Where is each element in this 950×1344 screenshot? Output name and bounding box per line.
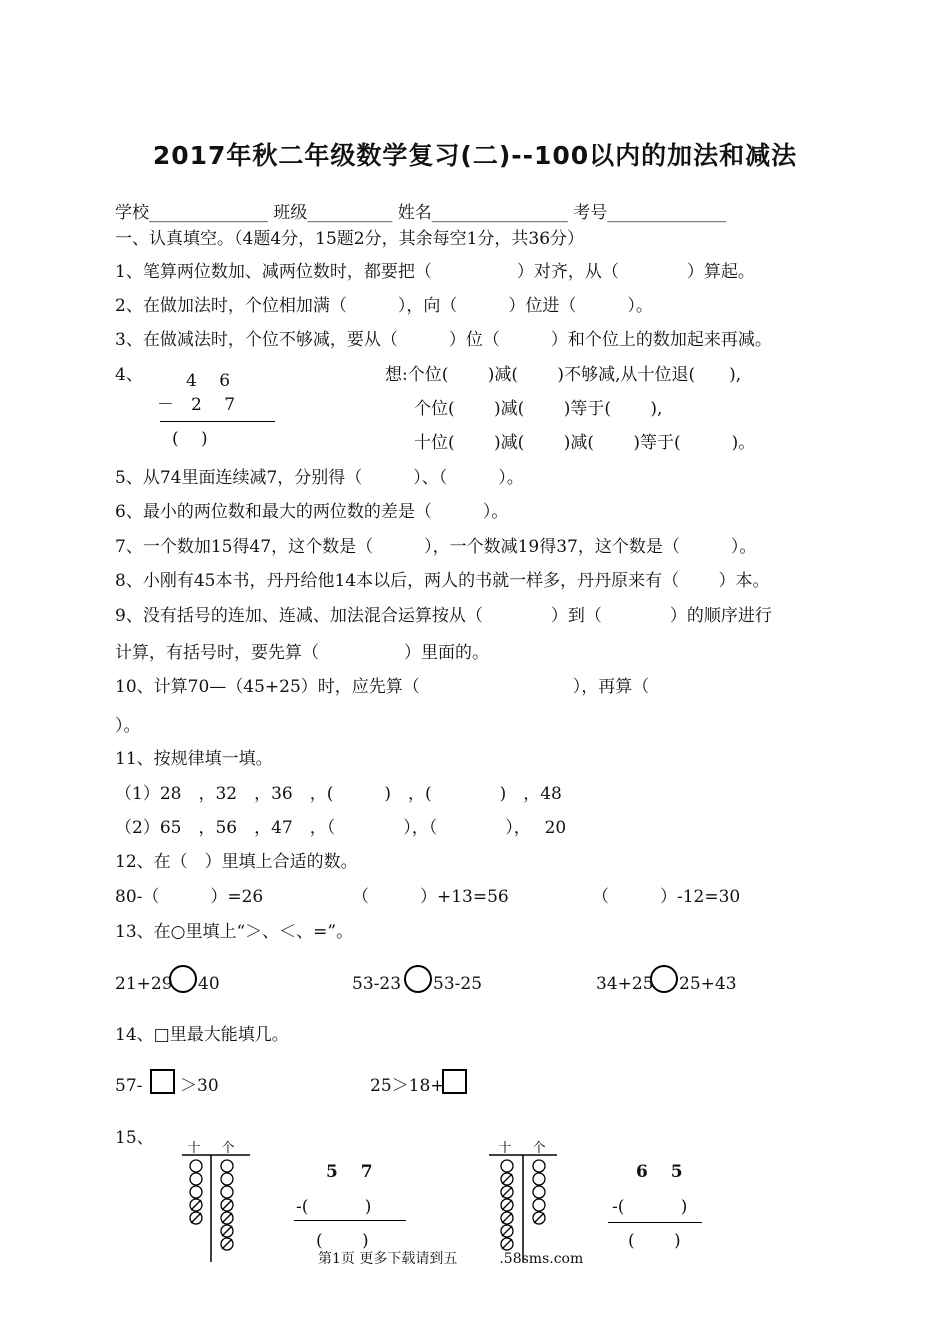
calc-2-top: 6 5 xyxy=(636,1162,683,1182)
compare-circle[interactable] xyxy=(650,965,678,993)
question-6: 6、最小的两位数和最大的两位数的差是（ ）。 xyxy=(115,502,509,522)
abacus-ten-label: 十 xyxy=(498,1141,512,1156)
box-a-right: ＞30 xyxy=(180,1076,219,1096)
question-11-sequence-2: （2）65 ，56 ，47 ，（ ），（ ）， 20 xyxy=(115,818,567,838)
vertical-minus-number: － 2 7 xyxy=(157,395,236,415)
question-4-think-2: 个位( )减( )等于( ), xyxy=(414,399,663,419)
question-7: 7、一个数加15得47，这个数是（ ），一个数减19得37，这个数是（ ）。 xyxy=(115,537,757,557)
question-1: 1、笔算两位数加、减两位数时，都要把（ ）对齐，从（ ）算起。 xyxy=(115,262,755,282)
calc-1-middle: -( ) xyxy=(296,1197,372,1217)
abacus-ten-label: 十 xyxy=(187,1141,201,1156)
question-4-think-1: 想:个位( )减( )不够减,从十位退( ), xyxy=(385,365,742,385)
question-4-think-3: 十位( )减( )减( )等于( )。 xyxy=(414,433,756,453)
question-4-label: 4、 xyxy=(115,365,143,385)
vertical-top-number: 4 6 xyxy=(186,371,231,391)
abacus-one-label: 个 xyxy=(221,1141,235,1156)
header-fields: 学校______________ 班级__________ 姓名________________ 考号______________ xyxy=(115,203,727,223)
vertical-answer-paren: ( ) xyxy=(172,429,208,449)
question-12: 12、在（ ）里填上合适的数。 xyxy=(115,852,358,872)
compare-circle[interactable] xyxy=(404,965,432,993)
question-12-a: 80-（ ）=26 xyxy=(115,887,264,907)
calc-2-bottom: ( ) xyxy=(628,1231,681,1251)
question-10-line-1: 10、计算70—（45+25）时，应先算（ ），再算（ xyxy=(115,677,650,697)
calc-2-line xyxy=(608,1222,702,1223)
calc-1-bottom: ( ) xyxy=(316,1231,369,1251)
question-2: 2、在做加法时，个位相加满（ ），向（ ）位进（ ）。 xyxy=(115,296,653,316)
abacus-diagram xyxy=(176,1138,256,1262)
compare-a-right: 40 xyxy=(198,974,220,994)
answer-box[interactable] xyxy=(150,1069,175,1094)
question-12-c: （ ）-12=30 xyxy=(592,887,741,907)
question-11-sequence-1: （1）28 ，32 ，36 ，( ) ，( ) ，48 xyxy=(115,784,562,804)
compare-c-left: 34+25 xyxy=(596,974,654,994)
abacus-diagram xyxy=(483,1138,563,1262)
question-9-line-1: 9、没有括号的连加、连减、加法混合运算按从（ ）到（ ）的顺序进行 xyxy=(115,606,772,626)
page-footer: 第1页 更多下载请到五 .58sms.com xyxy=(318,1251,584,1267)
question-5: 5、从74里面连续减7，分别得（ ）、（ ）。 xyxy=(115,468,524,488)
question-13: 13、在○里填上“＞、＜、=”。 xyxy=(115,922,354,942)
box-b-left: 25＞18+ xyxy=(370,1076,445,1096)
question-10-line-2: ）。 xyxy=(115,716,141,736)
question-11: 11、按规律填一填。 xyxy=(115,749,273,769)
question-8: 8、小刚有45本书，丹丹给他14本以后，两人的书就一样多，丹丹原来有（ ）本。 xyxy=(115,571,770,591)
calc-2-middle: -( ) xyxy=(612,1197,688,1217)
question-14: 14、□里最大能填几。 xyxy=(115,1025,289,1045)
calc-1-line xyxy=(294,1220,406,1221)
compare-b-left: 53-23 xyxy=(352,974,402,994)
vertical-line xyxy=(160,421,275,422)
compare-c-right: 25+43 xyxy=(679,974,737,994)
box-a-left: 57- xyxy=(115,1076,143,1096)
compare-a-left: 21+29 xyxy=(115,974,173,994)
page-title: 2017年秋二年级数学复习(二)--100以内的加法和减法 xyxy=(152,141,798,170)
calc-1-top: 5 7 xyxy=(326,1162,373,1182)
answer-box[interactable] xyxy=(442,1069,467,1094)
abacus-one-label: 个 xyxy=(532,1141,546,1156)
question-9-line-2: 计算，有括号时，要先算（ ）里面的。 xyxy=(115,643,489,663)
question-3: 3、在做减法时，个位不够减，要从（ ）位（ ）和个位上的数加起来再减。 xyxy=(115,330,772,350)
section-heading: 一、认真填空。（4题4分，15题2分，其余每空1分，共36分） xyxy=(115,229,585,249)
question-12-b: （ ）+13=56 xyxy=(352,887,509,907)
question-15: 15、 xyxy=(115,1128,154,1148)
compare-b-right: 53-25 xyxy=(433,974,483,994)
compare-circle[interactable] xyxy=(169,965,197,993)
